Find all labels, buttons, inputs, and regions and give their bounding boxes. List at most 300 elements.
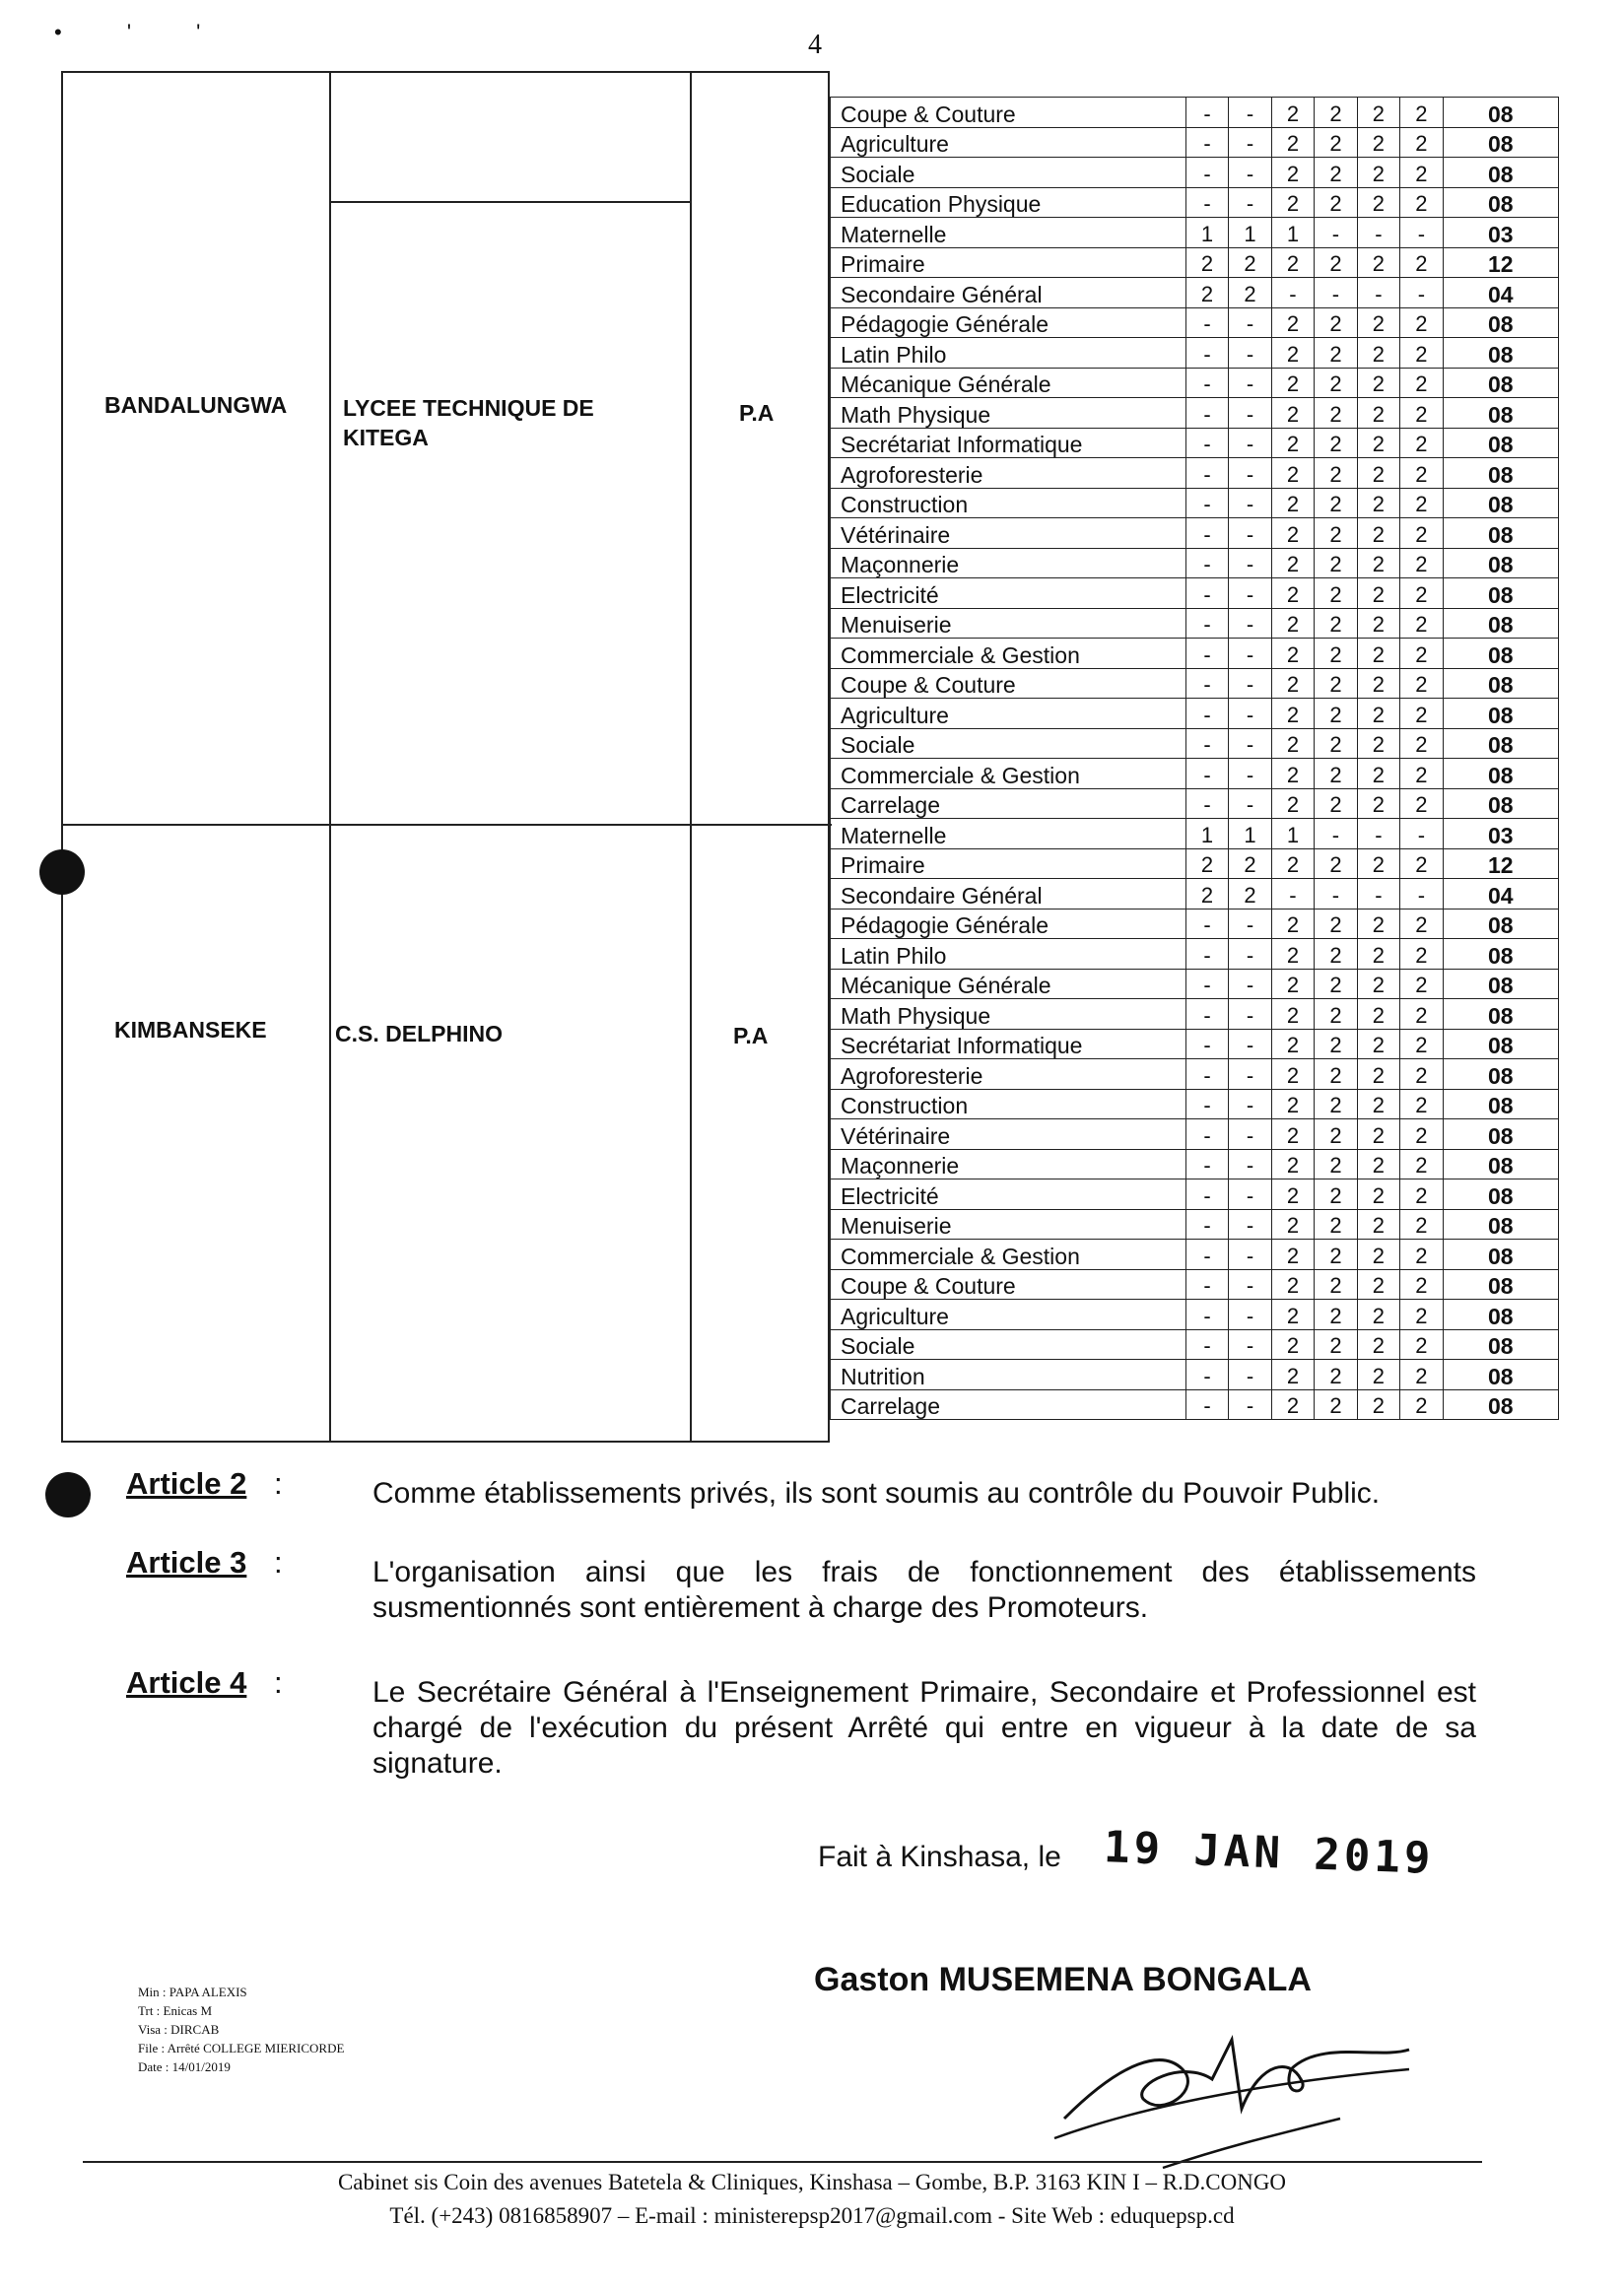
class-count-cell: 2 [1357, 1119, 1399, 1150]
option-cell: Maternelle [831, 819, 1186, 849]
class-count-cell: 2 [1357, 488, 1399, 518]
class-count-cell: 2 [1271, 247, 1314, 278]
class-count-cell: 2 [1271, 307, 1314, 338]
class-count-cell: - [1185, 1029, 1228, 1059]
class-count-cell: 2 [1400, 488, 1443, 518]
class-count-cell: 2 [1400, 578, 1443, 609]
table-row [831, 428, 1559, 458]
article-3-label: Article 3 [126, 1545, 247, 1580]
table-row [831, 939, 1559, 970]
option-cell: Coupe & Couture [831, 1269, 1186, 1300]
total-cell: 08 [1443, 338, 1558, 369]
table-row [831, 699, 1559, 729]
class-count-cell: 2 [1315, 338, 1357, 369]
class-count-cell: 2 [1357, 307, 1399, 338]
class-count-cell: 2 [1315, 1240, 1357, 1270]
total-cell: 08 [1443, 639, 1558, 669]
class-count-cell: - [1229, 1240, 1271, 1270]
class-count-cell: 2 [1271, 969, 1314, 999]
class-count-cell: 2 [1315, 848, 1357, 879]
article-label [126, 1545, 246, 1581]
class-count-cell: 2 [1315, 548, 1357, 578]
class-count-cell: 2 [1357, 639, 1399, 669]
table-row [831, 578, 1559, 609]
total-cell: 08 [1443, 307, 1558, 338]
class-count-cell: 2 [1271, 488, 1314, 518]
option-cell: Agroforesterie [831, 1059, 1186, 1090]
total-cell: 08 [1443, 548, 1558, 578]
class-count-cell: 2 [1271, 1089, 1314, 1119]
class-count-cell: 2 [1400, 247, 1443, 278]
minute-line: Date : 14/01/2019 [138, 2059, 231, 2074]
article-label [126, 1665, 246, 1701]
option-cell: Latin Philo [831, 939, 1186, 970]
option-cell: Menuiserie [831, 1209, 1186, 1240]
option-cell: Pédagogie Générale [831, 307, 1186, 338]
class-count-cell: 2 [1271, 699, 1314, 729]
class-count-cell: 2 [1400, 368, 1443, 398]
class-count-cell: 2 [1400, 518, 1443, 549]
total-cell: 08 [1443, 1089, 1558, 1119]
table-row [831, 247, 1559, 278]
option-cell: Primaire [831, 247, 1186, 278]
date-stamp: 19 JAN 2019 [1103, 1822, 1436, 1884]
class-count-cell: 2 [1357, 1360, 1399, 1390]
class-count-cell: 2 [1357, 548, 1399, 578]
table-row [831, 278, 1559, 308]
class-count-cell: - [1185, 1389, 1228, 1420]
total-cell: 08 [1443, 1360, 1558, 1390]
row-divider [63, 824, 832, 826]
class-count-cell: 2 [1357, 608, 1399, 639]
table-row [831, 158, 1559, 188]
class-count-cell: - [1229, 909, 1271, 939]
class-count-cell: 2 [1315, 98, 1357, 128]
article-4-text: Le Secrétaire Général à l'Enseignement Primaire, Secondaire et Professionnel est chargé de l'exécution du présent Arrêté qui entre en vigueur à la date de sa signature. [372, 1676, 1476, 1780]
class-count-cell: - [1229, 518, 1271, 549]
table-row [831, 608, 1559, 639]
class-count-cell: 2 [1271, 398, 1314, 429]
total-cell: 12 [1443, 247, 1558, 278]
table-row [831, 218, 1559, 248]
table-row [831, 728, 1559, 759]
class-count-cell: 2 [1271, 788, 1314, 819]
total-cell: 08 [1443, 759, 1558, 789]
class-count-cell: - [1185, 1240, 1228, 1270]
class-count-cell: 2 [1400, 127, 1443, 158]
class-count-cell: 2 [1271, 548, 1314, 578]
class-count-cell: 2 [1357, 1389, 1399, 1420]
class-count-cell: 2 [1357, 759, 1399, 789]
class-count-cell: 2 [1271, 1149, 1314, 1179]
class-count-cell: 2 [1400, 848, 1443, 879]
total-cell: 08 [1443, 788, 1558, 819]
class-count-cell: 2 [1315, 759, 1357, 789]
place-text: Fait à Kinshasa, le [818, 1841, 1061, 1873]
top-marks: • ' ' [54, 20, 231, 44]
class-count-cell: - [1315, 879, 1357, 910]
total-cell: 08 [1443, 458, 1558, 489]
footer-contact: Tél. (+243) 0816858907 – E-mail : ministerepsp2017@gmail.com - Site Web : eduquepsp.cd [389, 2203, 1235, 2228]
regime-cell: P.A [739, 400, 775, 426]
class-count-cell: - [1185, 187, 1228, 218]
class-count-cell: 1 [1185, 819, 1228, 849]
class-count-cell: 2 [1271, 368, 1314, 398]
class-count-cell: 2 [1315, 1029, 1357, 1059]
class-count-cell: - [1185, 728, 1228, 759]
class-count-cell: 2 [1229, 879, 1271, 910]
class-count-cell: 1 [1229, 218, 1271, 248]
class-count-cell: - [1229, 368, 1271, 398]
class-count-cell: 2 [1271, 1119, 1314, 1150]
class-count-cell: - [1229, 1119, 1271, 1150]
class-count-cell: 2 [1315, 1329, 1357, 1360]
class-count-cell: - [1185, 1149, 1228, 1179]
class-count-cell: 2 [1400, 1029, 1443, 1059]
class-count-cell: 2 [1315, 578, 1357, 609]
table-row [831, 909, 1559, 939]
option-cell: Construction [831, 488, 1186, 518]
class-count-cell: 2 [1315, 158, 1357, 188]
punch-hole-mark [45, 1472, 91, 1517]
class-count-cell: - [1229, 458, 1271, 489]
total-cell: 12 [1443, 848, 1558, 879]
class-count-cell: 2 [1357, 1179, 1399, 1210]
class-count-cell: 1 [1271, 218, 1314, 248]
class-count-cell: - [1315, 819, 1357, 849]
class-count-cell: - [1185, 699, 1228, 729]
option-cell: Nutrition [831, 1360, 1186, 1390]
class-count-cell: 2 [1315, 668, 1357, 699]
commune-cell: KIMBANSEKE [114, 1017, 267, 1043]
class-count-cell: 2 [1400, 1209, 1443, 1240]
class-count-cell: 2 [1271, 848, 1314, 879]
article-colon: : [274, 1466, 283, 1501]
class-count-cell: 2 [1400, 1329, 1443, 1360]
option-cell: Education Physique [831, 187, 1186, 218]
class-count-cell: - [1185, 759, 1228, 789]
option-cell: Agroforesterie [831, 458, 1186, 489]
class-count-cell: 2 [1271, 518, 1314, 549]
class-count-cell: - [1185, 1300, 1228, 1330]
class-count-cell: 2 [1271, 639, 1314, 669]
class-count-cell: - [1185, 1089, 1228, 1119]
table-row [831, 1119, 1559, 1150]
table-row [831, 848, 1559, 879]
class-count-cell: 1 [1229, 819, 1271, 849]
class-count-cell: - [1229, 1029, 1271, 1059]
class-count-cell: - [1229, 1300, 1271, 1330]
row-divider [329, 201, 690, 203]
table-row [831, 1089, 1559, 1119]
table-row [831, 1269, 1559, 1300]
table-row [831, 1389, 1559, 1420]
table-row [831, 788, 1559, 819]
class-count-cell: - [1185, 668, 1228, 699]
column-divider [329, 73, 331, 1441]
class-count-cell: - [1185, 1059, 1228, 1090]
total-cell: 08 [1443, 1059, 1558, 1090]
class-count-cell: 2 [1315, 488, 1357, 518]
class-count-cell: 2 [1271, 338, 1314, 369]
class-count-cell: 2 [1315, 1089, 1357, 1119]
table-row [831, 127, 1559, 158]
option-cell: Coupe & Couture [831, 98, 1186, 128]
options-grid [830, 97, 1559, 1420]
total-cell: 08 [1443, 1300, 1558, 1330]
class-count-cell: 2 [1315, 699, 1357, 729]
class-count-cell: 2 [1400, 428, 1443, 458]
table-row [831, 1209, 1559, 1240]
minute-line: Trt : Enicas M [138, 2003, 212, 2018]
option-cell: Agriculture [831, 1300, 1186, 1330]
class-count-cell: 2 [1400, 608, 1443, 639]
class-count-cell: 2 [1357, 428, 1399, 458]
class-count-cell: 2 [1271, 458, 1314, 489]
total-cell: 08 [1443, 98, 1558, 128]
class-count-cell: 2 [1357, 1089, 1399, 1119]
class-count-cell: 2 [1400, 939, 1443, 970]
class-count-cell: 2 [1357, 1029, 1399, 1059]
class-count-cell: 2 [1357, 1149, 1399, 1179]
option-cell: Math Physique [831, 398, 1186, 429]
class-count-cell: - [1185, 1360, 1228, 1390]
class-count-cell: 2 [1315, 788, 1357, 819]
commune-cell: BANDALUNGWA [104, 392, 288, 418]
class-count-cell: - [1315, 218, 1357, 248]
article-2-label: Article 2 [126, 1466, 247, 1501]
option-cell: Vétérinaire [831, 518, 1186, 549]
class-count-cell: - [1400, 218, 1443, 248]
class-count-cell: 2 [1315, 428, 1357, 458]
option-cell: Maçonnerie [831, 548, 1186, 578]
option-cell: Menuiserie [831, 608, 1186, 639]
class-count-cell: - [1271, 879, 1314, 910]
class-count-cell: 2 [1357, 98, 1399, 128]
total-cell: 08 [1443, 1269, 1558, 1300]
class-count-cell: 2 [1357, 1329, 1399, 1360]
class-count-cell: 2 [1315, 368, 1357, 398]
class-count-cell: - [1185, 158, 1228, 188]
option-cell: Mécanique Générale [831, 969, 1186, 999]
class-count-cell: 2 [1357, 969, 1399, 999]
option-cell: Pédagogie Générale [831, 909, 1186, 939]
punch-hole-mark [39, 849, 85, 895]
class-count-cell: 2 [1271, 1389, 1314, 1420]
minute-line: File : Arrêté COLLEGE MIERICORDE [138, 2041, 345, 2055]
total-cell: 08 [1443, 158, 1558, 188]
total-cell: 08 [1443, 1329, 1558, 1360]
class-count-cell: 2 [1271, 98, 1314, 128]
class-count-cell: 2 [1315, 1179, 1357, 1210]
minute-line: Min : PAPA ALEXIS [138, 1985, 247, 1999]
class-count-cell: 2 [1315, 518, 1357, 549]
total-cell: 08 [1443, 187, 1558, 218]
class-count-cell: - [1229, 1209, 1271, 1240]
class-count-cell: - [1185, 788, 1228, 819]
total-cell: 08 [1443, 1029, 1558, 1059]
class-count-cell: 2 [1357, 158, 1399, 188]
class-count-cell: - [1229, 398, 1271, 429]
table-row [831, 518, 1559, 549]
class-count-cell: - [1229, 1179, 1271, 1210]
class-count-cell: 2 [1271, 1059, 1314, 1090]
article-3-text: L'organisation ainsi que les frais de fonctionnement des établissements susmentionnés sont entièrement à charge des Promoteurs. [372, 1556, 1476, 1624]
signer-name: Gaston MUSEMENA BONGALA [814, 1961, 1312, 1998]
option-cell: Latin Philo [831, 338, 1186, 369]
table-row [831, 879, 1559, 910]
class-count-cell: 2 [1400, 1240, 1443, 1270]
table-row [831, 1059, 1559, 1090]
class-count-cell: 2 [1271, 668, 1314, 699]
table-row [831, 639, 1559, 669]
class-count-cell: - [1185, 368, 1228, 398]
table-row [831, 458, 1559, 489]
class-count-cell: - [1229, 1389, 1271, 1420]
class-count-cell: - [1185, 398, 1228, 429]
option-cell: Carrelage [831, 1389, 1186, 1420]
class-count-cell: 2 [1315, 939, 1357, 970]
class-count-cell: 2 [1357, 338, 1399, 369]
option-cell: Commerciale & Gestion [831, 639, 1186, 669]
class-count-cell: 2 [1315, 969, 1357, 999]
class-count-cell: 2 [1271, 1269, 1314, 1300]
class-count-cell: - [1185, 1269, 1228, 1300]
class-count-cell: - [1229, 578, 1271, 609]
class-count-cell: - [1185, 1179, 1228, 1210]
class-count-cell: 2 [1357, 398, 1399, 429]
total-cell: 08 [1443, 1389, 1558, 1420]
class-count-cell: 2 [1400, 759, 1443, 789]
total-cell: 04 [1443, 879, 1558, 910]
total-cell: 08 [1443, 1209, 1558, 1240]
class-count-cell: 2 [1400, 1269, 1443, 1300]
class-count-cell: 2 [1315, 1209, 1357, 1240]
table-row [831, 819, 1559, 849]
class-count-cell: 2 [1400, 699, 1443, 729]
class-count-cell: - [1185, 98, 1228, 128]
table-row [831, 999, 1559, 1030]
class-count-cell: 2 [1357, 999, 1399, 1030]
total-cell: 08 [1443, 127, 1558, 158]
class-count-cell: - [1185, 639, 1228, 669]
class-count-cell: 2 [1357, 187, 1399, 218]
total-cell: 03 [1443, 218, 1558, 248]
class-count-cell: 2 [1357, 1240, 1399, 1270]
class-count-cell: 2 [1315, 1360, 1357, 1390]
total-cell: 08 [1443, 939, 1558, 970]
class-count-cell: - [1357, 819, 1399, 849]
option-cell: Mécanique Générale [831, 368, 1186, 398]
class-count-cell: 2 [1400, 1389, 1443, 1420]
class-count-cell: - [1185, 518, 1228, 549]
class-count-cell: 2 [1357, 1209, 1399, 1240]
table-row [831, 1329, 1559, 1360]
regime-cell: P.A [733, 1023, 769, 1048]
option-cell: Sociale [831, 728, 1186, 759]
class-count-cell: 2 [1271, 1329, 1314, 1360]
option-cell: Secondaire Général [831, 278, 1186, 308]
class-count-cell: - [1185, 939, 1228, 970]
class-count-cell: 2 [1315, 1119, 1357, 1150]
total-cell: 08 [1443, 428, 1558, 458]
class-count-cell: 2 [1315, 1269, 1357, 1300]
class-count-cell: - [1229, 127, 1271, 158]
article-4-label: Article 4 [126, 1665, 247, 1700]
class-count-cell: - [1357, 218, 1399, 248]
option-cell: Primaire [831, 848, 1186, 879]
page-number: 4 [808, 30, 822, 60]
class-count-cell: 2 [1357, 1269, 1399, 1300]
minute-block [138, 1983, 344, 2076]
total-cell: 08 [1443, 368, 1558, 398]
class-count-cell: - [1229, 1329, 1271, 1360]
class-count-cell: - [1229, 338, 1271, 369]
class-count-cell: - [1229, 759, 1271, 789]
class-count-cell: 2 [1315, 307, 1357, 338]
total-cell: 08 [1443, 909, 1558, 939]
table-row [831, 98, 1559, 128]
option-cell: Commerciale & Gestion [831, 759, 1186, 789]
class-count-cell: - [1229, 728, 1271, 759]
class-count-cell: - [1185, 909, 1228, 939]
table-row [831, 368, 1559, 398]
class-count-cell: 2 [1357, 127, 1399, 158]
class-count-cell: - [1185, 488, 1228, 518]
class-count-cell: 2 [1400, 909, 1443, 939]
class-count-cell: - [1400, 879, 1443, 910]
class-count-cell: - [1229, 307, 1271, 338]
table-row [831, 548, 1559, 578]
class-count-cell: 2 [1271, 608, 1314, 639]
total-cell: 08 [1443, 699, 1558, 729]
class-count-cell: - [1185, 127, 1228, 158]
school-name-cell: LYCEE TECHNIQUE DE KITEGA [343, 395, 594, 450]
class-count-cell: 2 [1315, 1149, 1357, 1179]
class-count-cell: - [1229, 699, 1271, 729]
class-count-cell: 2 [1271, 1179, 1314, 1210]
class-count-cell: - [1229, 1089, 1271, 1119]
class-count-cell: 2 [1400, 999, 1443, 1030]
class-count-cell: 2 [1271, 759, 1314, 789]
option-cell: Sociale [831, 158, 1186, 188]
class-count-cell: 2 [1271, 909, 1314, 939]
class-count-cell: 2 [1357, 247, 1399, 278]
option-cell: Sociale [831, 1329, 1186, 1360]
class-count-cell: 2 [1400, 1360, 1443, 1390]
class-count-cell: - [1229, 428, 1271, 458]
class-count-cell: 2 [1271, 158, 1314, 188]
table-row [831, 488, 1559, 518]
class-count-cell: 2 [1400, 458, 1443, 489]
option-cell: Vétérinaire [831, 1119, 1186, 1150]
class-count-cell: - [1229, 668, 1271, 699]
class-count-cell: 2 [1400, 158, 1443, 188]
table-row [831, 1029, 1559, 1059]
class-count-cell: 2 [1315, 999, 1357, 1030]
article-colon: : [274, 1545, 283, 1580]
class-count-cell: 2 [1357, 848, 1399, 879]
total-cell: 08 [1443, 668, 1558, 699]
class-count-cell: - [1229, 608, 1271, 639]
class-count-cell: - [1229, 939, 1271, 970]
class-count-cell: - [1229, 187, 1271, 218]
class-count-cell: 2 [1185, 278, 1228, 308]
option-cell: Commerciale & Gestion [831, 1240, 1186, 1270]
class-count-cell: - [1229, 548, 1271, 578]
class-count-cell: - [1185, 548, 1228, 578]
handwritten-signature [1045, 2000, 1419, 2178]
